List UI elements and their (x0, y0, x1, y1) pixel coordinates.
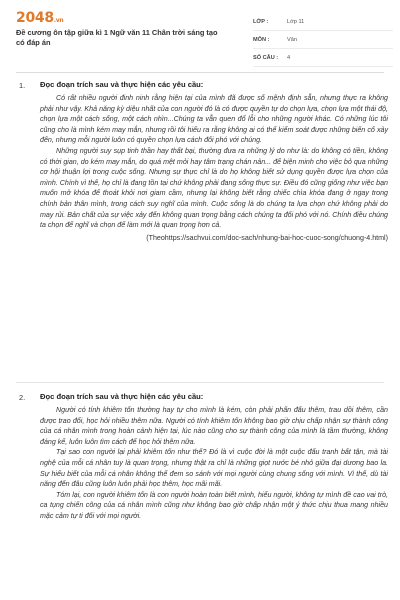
meta-table (253, 13, 393, 67)
meta-row-subject (253, 31, 393, 49)
meta-row-count (253, 49, 393, 67)
source-citation[interactable]: (Theohttps://sachvui.com/doc-sach/nhung-bai-hoc-cuoc-song/chuong-4.html) (146, 233, 388, 242)
page-title: Đề cương ôn tập giữa kì 1 Ngữ văn 11 Chân trời sáng tạo có đáp án (16, 28, 218, 47)
passage-paragraph: Tóm lại, con người khiêm tốn là con người hoàn toàn biết mình, hiểu người, không tự mình đề cao vai trò, ca tụng chiến công của cá nhân mình cũng như không bao giờ chấp nhận một ý thức chịu thua mang nhiều mặc cảm tự ti đối với mọi người. (40, 490, 388, 520)
question-number: 1. (19, 81, 26, 90)
logo-sub: .vn (53, 17, 64, 24)
header-divider (16, 72, 384, 73)
question-body (40, 392, 388, 522)
question-heading: Đọc đoạn trích sau và thực hiện các yêu cầu: (40, 80, 204, 89)
question-separator (16, 382, 384, 383)
question-number: 2. (19, 393, 26, 402)
page-header (0, 0, 400, 70)
question-body (40, 80, 388, 243)
passage-paragraph: Những người suy sụp tinh thần hay thất bại, thường đưa ra những lý do như là: do không có tiền, không có thời gian, do kém may mắn, do quá mệt mỏi hay tâm trạng chán nản... để biện minh cho việc bỏ qua những cơ hội thuận lợi trong cuộc sống. Nhưng sự thực chỉ là do họ không biết sử dụng quyền được lựa chọn của mình. Chính vì thế, họ chỉ là đang tồn tại chứ không phải đang sống thực sự. Điều đó cũng giống như việc bạn muốn mở khóa để thoát khỏi nơi giam cầm, nhưng lại không biết rằng chiếc chìa khóa đang ở ngay trong chính bản thân mình, trong cách suy nghĩ của mình. Cuộc sống là do chúng ta lựa chọn chứ không phải do may rủi. Bản chất của sự việc xảy đến không quan trọng bằng cách chúng ta đối phó với nó. Chính điều chúng ta chọn để nghĩ và chọn để làm mới là quan trọng hơn cả. (40, 146, 388, 230)
site-logo[interactable] (16, 10, 63, 26)
meta-label: SỐ CÂU : (253, 54, 279, 61)
meta-label: LỚP : (253, 18, 269, 25)
meta-value: Lớp 11 (287, 18, 305, 25)
meta-label: MÔN : (253, 36, 270, 43)
passage-paragraph: Người có tính khiêm tốn thường hay tự cho mình là kém, còn phải phấn đấu thêm, trau dồi thêm, cần được trao đổi, học hỏi nhiều thêm nữa. Người có tính khiêm tốn không bao giờ chịu chấp nhận sự thành công của cá nhân mình trong hoàn cảnh hiện tại, lúc nào cũng cho sự thành công của mình là tầm thường, không đáng kể, luôn luôn tìm cách để học hỏi thêm nữa. (40, 406, 388, 446)
question-heading: Đọc đoạn trích sau và thực hiện các yêu cầu: (40, 392, 204, 401)
passage-paragraph: Có rất nhiều người đinh ninh rằng hiện tại của mình đã được số mệnh định sẵn, nhưng thực ra không phải như vậy. Khả năng kỳ diệu nhất của con người đó là có được quyền tự do chọn lựa, chọn lựa một thái độ, chọn lựa một cách sống, một cách nhìn...Chúng ta vẫn quen đổ lỗi cho những người khác. Có những lúc tôi cũng cho là mình kém may mắn, nhưng rồi tôi hiểu ra rằng không ai có thể kiểm soát được những biến cố xảy đến, nhưng mỗi người luôn có quyền chọn lựa cách đối phó với chúng. (40, 94, 388, 145)
meta-value: 4 (287, 54, 291, 61)
passage-paragraph: Tại sao con người lại phải khiêm tốn như thế? Đó là vì cuộc đời là một cuộc đấu tranh bất tận, mà tài nghệ của mỗi cá nhân tuy là quan trọng, nhưng thật ra chỉ là những giọt nước bé nhỏ giữa đại dương bao la. Sự hiểu biết của mỗi cá nhân không thể đem so sánh với mọi người cùng chung sống với mình. Vì thế, dù tài năng đến đâu cũng luôn luôn phải học thêm, học mãi mãi. (40, 448, 388, 489)
logo-main: 2048 (16, 10, 54, 26)
meta-value: Văn (287, 36, 297, 43)
meta-row-class (253, 13, 393, 31)
